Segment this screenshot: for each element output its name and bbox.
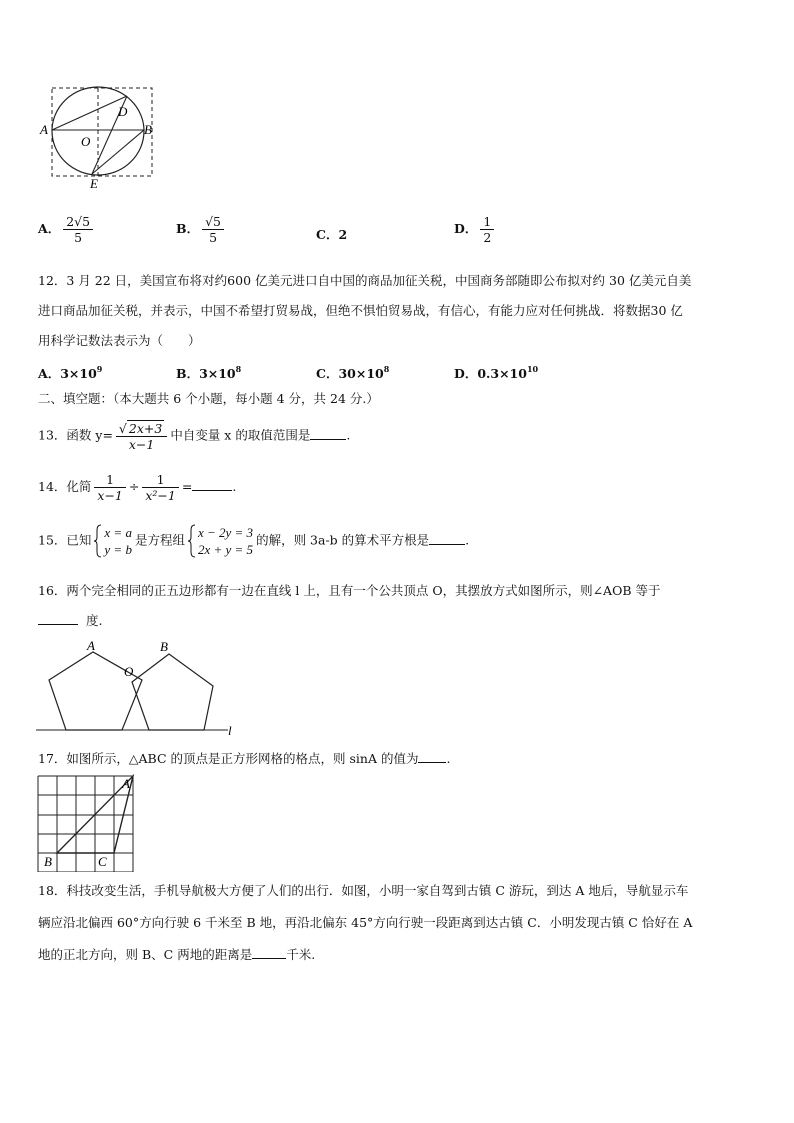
label-e: E	[90, 176, 98, 191]
label-a: A	[40, 122, 48, 137]
q12-line-3: 用科学记数法表示为（ ）	[38, 333, 201, 348]
q16-label-b: B	[160, 639, 168, 654]
q15-answer-blank[interactable]	[429, 532, 465, 545]
q17-answer-blank[interactable]	[418, 750, 446, 763]
q17: 17．如图所示，△ABC 的顶点是正方形网格的格点，则 sinA 的值为 .	[38, 751, 451, 766]
q16-label-o: O	[124, 664, 134, 679]
q11-option-c: C．2	[316, 227, 348, 242]
q18-line-2: 辆应沿北偏西 60°方向行驶 6 千米至 B 地，再沿北偏东 45°方向行驶一段距离到达古镇 C．小明发现古镇 C 恰好在 A	[38, 915, 693, 930]
label-o: O	[81, 134, 91, 149]
q12-option-c: C．$30\times 10^8$	[316, 364, 390, 381]
q12-line-1: 12．3 月 22 日，美国宣布将对约600 亿美元进口自中国的商品加征关税，中国商务部随即公布拟对约 30 亿美元自美	[38, 273, 692, 288]
q16-label-a: A	[87, 638, 95, 653]
q18-line-1: 18．科技改变生活，手机导航极大方便了人们的出行．如图，小明一家自驾到古镇 C 游玩，到达 A 地后，导航显示车	[38, 883, 689, 898]
q17-grid-figure	[36, 772, 140, 872]
q13: 13．函数 y= $\frac{√ 2x+3}{x-1}$ 中自变量 x 的取值范围是 .	[38, 421, 351, 452]
q14-answer-blank[interactable]	[192, 478, 232, 491]
q16-figure	[36, 638, 246, 738]
q17-label-c: C	[98, 854, 107, 869]
q17-label-b: B	[44, 854, 52, 869]
q17-label-a: A	[122, 776, 130, 791]
q12-option-a: A．$3\times 10^9$	[38, 364, 103, 381]
q11-option-a: A． $\frac{2√5}{5}$	[38, 214, 96, 245]
section-2-heading: 二、填空题：（本大题共 6 个小题，每小题 4 分，共 24 分.）	[38, 391, 379, 406]
q11-option-d: D． $\frac{1}{2}$	[454, 214, 497, 245]
q13-answer-blank[interactable]	[310, 427, 346, 440]
q18-answer-blank[interactable]	[252, 946, 286, 959]
q12-option-d: D．$0.3\times 10^{10}$	[454, 364, 539, 381]
q11-option-b: B． $\frac{√5}{5}$	[176, 214, 227, 245]
q16-line-2: 度.	[38, 612, 102, 630]
q12-option-b: B．$3\times 10^8$	[176, 364, 242, 381]
q16-label-l: l	[228, 723, 232, 738]
label-b: B	[144, 122, 152, 137]
label-d: D	[118, 104, 128, 119]
q15: 15．已知 x = a y = b 是方程组 x − 2y = 3 2x + y = 5 的解，则 3a-b 的算术平方根是 .	[38, 525, 470, 557]
q14: 14．化简 $\frac{1}{x-1}$ ÷ $\frac{1}{\text{x²−1}}$ = .	[38, 472, 237, 503]
q11-figure	[36, 84, 160, 192]
q16-answer-blank[interactable]	[38, 612, 78, 625]
q16-line-1: 16．两个完全相同的正五边形都有一边在直线 l 上，且有一个公共顶点 O，其摆放方式如图所示，则∠AOB 等于	[38, 583, 661, 598]
q12-line-2: 进口商品加征关税，并表示，中国不希望打贸易战，但绝不惧怕贸易战，有信心，有能力应对任何挑战．将数据30 亿	[38, 303, 683, 318]
q18-line-3: 地的正北方向，则 B、C 两地的距离是 千米.	[38, 947, 316, 962]
